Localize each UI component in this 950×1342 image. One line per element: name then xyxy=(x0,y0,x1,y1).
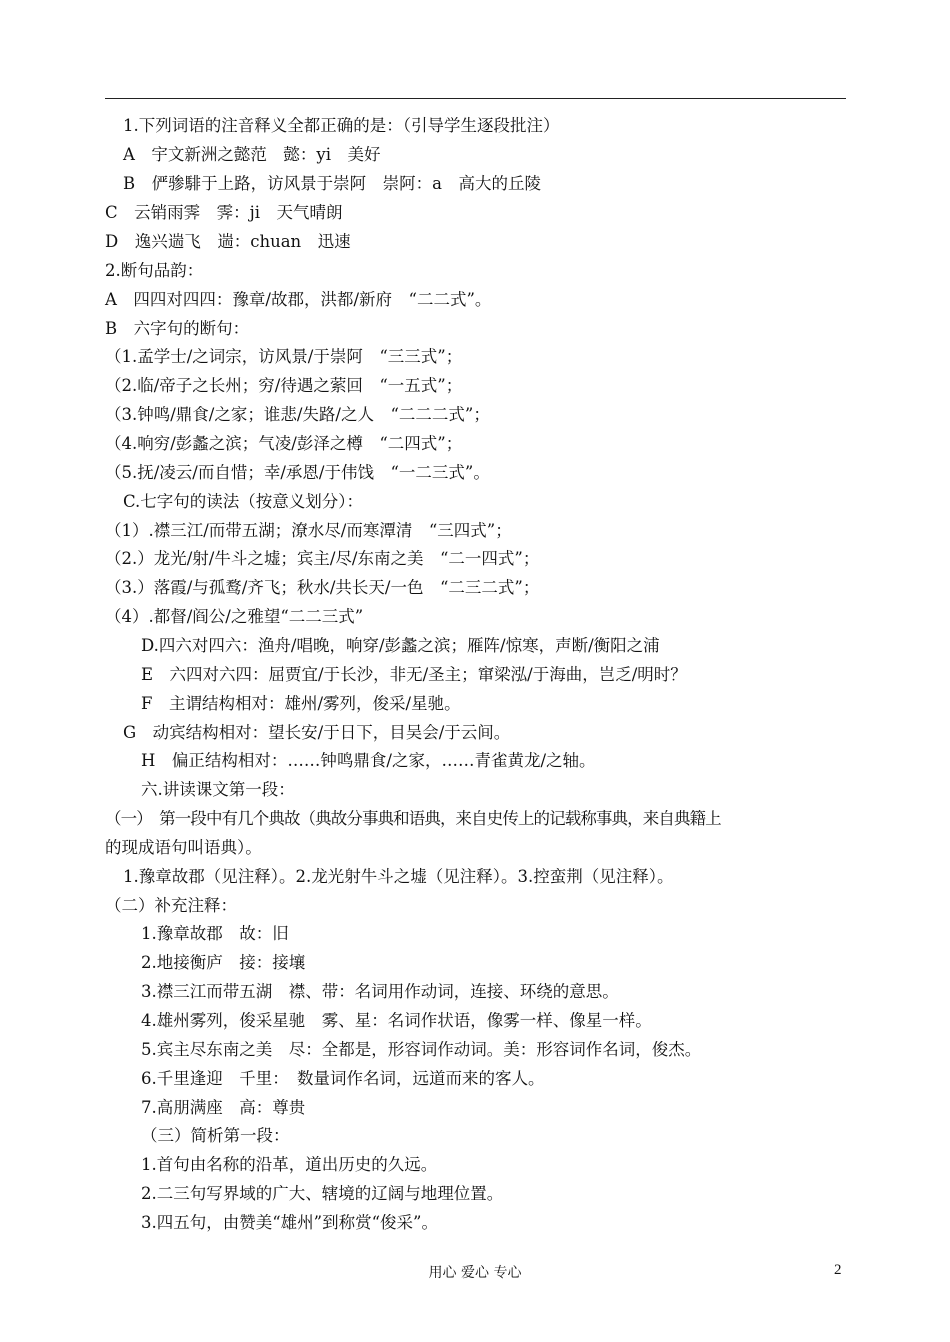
text-line: （3.）落霞/与孤鹜/齐飞；秋水/共长天/一色 “二三二式”； xyxy=(105,578,540,597)
page-number: 2 xyxy=(834,1262,842,1278)
header-rule xyxy=(105,98,846,99)
text-line: E 六四对六四：屈贾宜/于长沙，非无/圣主；窜梁泓/于海曲，岂乏/明时？ xyxy=(141,665,687,684)
text-line: 六.讲读课文第一段： xyxy=(141,780,295,799)
text-line: 3.襟三江而带五湖 襟、带：名词用作动词，连接、环绕的意思。 xyxy=(141,982,619,1001)
text-line: C.七字句的读法（按意义划分）： xyxy=(123,492,364,511)
text-line: 1.下列词语的注音释义全都正确的是：（引导学生逐段批注） xyxy=(123,116,560,135)
text-line: （1）.襟三江/而带五湖；潦水尽/而寒潭清 “三四式”； xyxy=(105,521,512,540)
text-line: 4.雄州雾列，俊采星驰 雾、星：名词作状语，像雾一样、像星一样。 xyxy=(141,1011,652,1030)
text-line: 2.地接衡庐 接：接壤 xyxy=(141,953,306,972)
text-line: （5.抚/凌云/而自惜；幸/承恩/于伟饯 “一二三式”。 xyxy=(105,463,490,482)
text-line: 1.豫章故郡 故：旧 xyxy=(141,924,289,943)
text-line: （二）补充注释： xyxy=(105,896,237,915)
text-line: D 逸兴遄飞 遄：chuan 迅速 xyxy=(105,232,351,251)
text-line: C 云销雨霁 霁：ji 天气晴朗 xyxy=(105,203,343,222)
text-line: G 动宾结构相对：望长安/于日下，目吴会/于云间。 xyxy=(123,723,511,742)
text-line: （一） 第一段中有几个典故（典故分事典和语典，来自史传上的记载称事典，来自典籍上 xyxy=(105,809,721,828)
text-line: 6.千里逢迎 千里： 数量词作名词，远道而来的客人。 xyxy=(141,1069,545,1088)
text-line: A 宇文新洲之懿范 懿：yi 美好 xyxy=(123,145,381,164)
text-line: A 四四对四四：豫章/故郡，洪都/新府 “二二式”。 xyxy=(105,290,492,309)
text-line: 5.宾主尽东南之美 尽：全都是，形容词作动词。美：形容词作名词，俊杰。 xyxy=(141,1040,702,1059)
text-line: 1.首句由名称的沿革，道出历史的久远。 xyxy=(141,1155,438,1174)
text-line: （3.钟鸣/鼎食/之家；谁悲/失路/之人 “二二二式”； xyxy=(105,405,490,424)
text-line: 3.四五句，由赞美“雄州”到称赏“俊采”。 xyxy=(141,1213,438,1232)
text-line: 1.豫章故郡（见注释）。2.龙光射牛斗之墟（见注释）。3.控蛮荆（见注释）。 xyxy=(123,867,674,886)
text-line: D.四六对四六：渔舟/唱晚，响穿/彭蠡之滨；雁阵/惊寒，声断/衡阳之浦 xyxy=(141,636,660,655)
text-line: （4.响穷/彭蠡之滨；气凌/彭泽之樽 “二四式”； xyxy=(105,434,463,453)
text-line: B 六字句的断句： xyxy=(105,319,250,338)
text-line: H 偏正结构相对：……钟鸣鼎食/之家，……青雀黄龙/之轴。 xyxy=(141,751,596,770)
text-line: （4）.都督/阎公/之雅望“二二三式” xyxy=(105,607,364,626)
text-line: （三）简析第一段： xyxy=(141,1126,290,1145)
text-line: B 俨骖騑于上路，访风景于崇阿 崇阿：a 高大的丘陵 xyxy=(123,174,541,193)
text-line: 的现成语句叫语典）。 xyxy=(105,838,262,857)
text-line: F 主谓结构相对：雄州/雾列，俊采/星驰。 xyxy=(141,694,461,713)
page-footer: 用心 爱心 专心 xyxy=(428,1265,522,1281)
text-line: （2.）龙光/射/牛斗之墟；宾主/尽/东南之美 “二一四式”； xyxy=(105,549,540,568)
text-line: （2.临/帝子之长州；穷/待遇之萦回 “一五式”； xyxy=(105,376,463,395)
text-line: 2.二三句写界域的广大、辖境的辽阔与地理位置。 xyxy=(141,1184,504,1203)
text-line: 7.高朋满座 高：尊贵 xyxy=(141,1098,306,1117)
text-line: 2.断句品韵： xyxy=(105,261,204,280)
text-line: （1.孟学士/之词宗，访风景/于崇阿 “三三式”； xyxy=(105,347,463,366)
